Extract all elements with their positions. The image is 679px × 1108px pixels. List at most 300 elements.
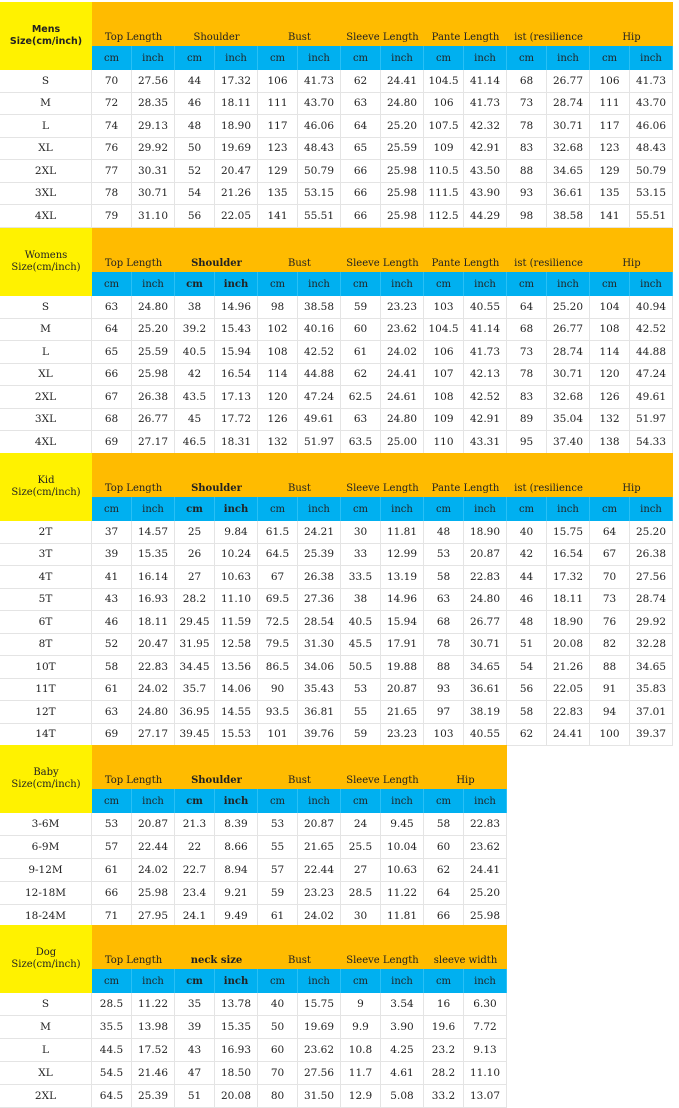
section-label-line: Size(cm/inch) [11, 959, 81, 970]
inch-cell: 27.56 [132, 70, 175, 93]
cm-cell: 65 [341, 138, 381, 161]
unit-header-inch: inch [464, 46, 507, 70]
inch-cell: 10.63 [381, 859, 424, 882]
inch-cell: 34.06 [298, 656, 341, 679]
inch-cell: 16.93 [215, 1039, 258, 1062]
inch-cell: 32.68 [547, 386, 590, 409]
inch-cell: 8.39 [215, 813, 258, 836]
unit-header-inch: inch [298, 789, 341, 813]
cm-cell: 117 [590, 115, 630, 138]
unit-header-inch: inch [298, 969, 341, 993]
unit-header-cm: cm [175, 272, 215, 296]
cm-cell: 70 [258, 1062, 298, 1085]
cm-cell: 106 [424, 341, 464, 364]
cm-cell: 43.5 [175, 386, 215, 409]
cm-cell: 23.4 [175, 882, 215, 905]
inch-cell: 15.35 [215, 1016, 258, 1039]
inch-cell: 23.62 [464, 836, 507, 859]
cm-cell: 72 [92, 93, 132, 116]
inch-cell: 26.38 [298, 566, 341, 589]
unit-header-inch: inch [630, 272, 673, 296]
unit-header-cm: cm [507, 46, 547, 70]
inch-cell: 13.98 [132, 1016, 175, 1039]
cm-cell: 64.5 [258, 544, 298, 567]
cm-cell: 86.5 [258, 656, 298, 679]
inch-cell: 24.61 [381, 386, 424, 409]
inch-cell: 24.80 [132, 701, 175, 724]
inch-cell: 43.90 [464, 183, 507, 206]
cm-cell: 66 [341, 160, 381, 183]
section-label [0, 453, 92, 521]
inch-cell: 25.20 [132, 319, 175, 342]
inch-cell: 5.08 [381, 1085, 424, 1108]
cm-cell: 101 [258, 724, 298, 747]
inch-cell: 20.87 [298, 813, 341, 836]
unit-header-cm: cm [424, 46, 464, 70]
column-header: neck size [175, 925, 258, 969]
cm-cell: 29.45 [175, 611, 215, 634]
cm-cell: 64.5 [92, 1085, 132, 1108]
column-header: Shoulder [175, 228, 258, 272]
inch-cell: 12.58 [215, 634, 258, 657]
cm-cell: 60 [341, 319, 381, 342]
inch-cell: 53.15 [630, 183, 673, 206]
cm-cell: 106 [590, 70, 630, 93]
inch-cell: 39.76 [298, 724, 341, 747]
cm-cell: 106 [258, 70, 298, 93]
cm-cell: 62 [341, 70, 381, 93]
cm-cell: 35.5 [92, 1016, 132, 1039]
inch-cell: 24.80 [381, 93, 424, 116]
inch-cell: 31.30 [298, 634, 341, 657]
unit-header-cm: cm [92, 497, 132, 521]
cm-cell: 109 [424, 409, 464, 432]
column-header: Sleeve Length [341, 745, 424, 789]
inch-cell: 3.54 [381, 993, 424, 1016]
cm-cell: 117 [258, 115, 298, 138]
inch-cell: 36.61 [547, 183, 590, 206]
cm-cell: 68 [507, 319, 547, 342]
cm-cell: 110 [424, 431, 464, 454]
column-header: ist (resilience [507, 2, 590, 46]
inch-cell: 14.57 [132, 521, 175, 544]
cm-cell: 19.6 [424, 1016, 464, 1039]
cm-cell: 65 [92, 341, 132, 364]
cm-cell: 39.45 [175, 724, 215, 747]
cm-cell: 63 [424, 589, 464, 612]
inch-cell: 15.35 [132, 544, 175, 567]
column-header: Bust [258, 2, 341, 46]
inch-cell: 27.36 [298, 589, 341, 612]
cm-cell: 104.5 [424, 70, 464, 93]
unit-header-inch: inch [630, 46, 673, 70]
inch-cell: 27.17 [132, 724, 175, 747]
cm-cell: 66 [424, 905, 464, 928]
cm-cell: 109 [424, 138, 464, 161]
cm-cell: 80 [258, 1085, 298, 1108]
cm-cell: 94 [590, 701, 630, 724]
inch-cell: 22.83 [547, 701, 590, 724]
cm-cell: 79.5 [258, 634, 298, 657]
unit-header-inch: inch [464, 789, 507, 813]
cm-cell: 78 [507, 364, 547, 387]
cm-cell: 107.5 [424, 115, 464, 138]
inch-cell: 46.06 [298, 115, 341, 138]
cm-cell: 39.2 [175, 319, 215, 342]
inch-cell: 36.81 [298, 701, 341, 724]
cm-cell: 126 [590, 386, 630, 409]
cm-cell: 26 [175, 544, 215, 567]
inch-cell: 13.56 [215, 656, 258, 679]
unit-header-inch: inch [215, 789, 258, 813]
inch-cell: 24.41 [381, 70, 424, 93]
inch-cell: 24.02 [132, 859, 175, 882]
inch-cell: 19.69 [298, 1016, 341, 1039]
section-label-line: Size(cm/inch) [11, 262, 81, 273]
unit-header-inch: inch [547, 497, 590, 521]
size-cell: 18-24M [0, 905, 92, 928]
cm-cell: 48 [507, 611, 547, 634]
inch-cell: 18.90 [547, 611, 590, 634]
cm-cell: 64 [507, 296, 547, 319]
cm-cell: 129 [258, 160, 298, 183]
unit-header-cm: cm [175, 969, 215, 993]
size-cell: 5T [0, 589, 92, 612]
cm-cell: 114 [590, 341, 630, 364]
cm-cell: 106 [424, 93, 464, 116]
inch-cell: 35.83 [630, 679, 673, 702]
inch-cell: 23.23 [381, 296, 424, 319]
inch-cell: 12.99 [381, 544, 424, 567]
unit-header-cm: cm [341, 789, 381, 813]
inch-cell: 28.54 [298, 611, 341, 634]
cm-cell: 56 [507, 679, 547, 702]
column-header: Hip [590, 453, 673, 497]
inch-cell: 40.16 [298, 319, 341, 342]
size-cell: 3T [0, 544, 92, 567]
inch-cell: 40.55 [464, 724, 507, 747]
cm-cell: 40 [258, 993, 298, 1016]
inch-cell: 34.65 [630, 656, 673, 679]
cm-cell: 53 [424, 544, 464, 567]
inch-cell: 42.91 [464, 409, 507, 432]
cm-cell: 28.5 [92, 993, 132, 1016]
inch-cell: 25.98 [381, 205, 424, 228]
column-header: Shoulder [175, 453, 258, 497]
column-header: Pante Length [424, 228, 507, 272]
cm-cell: 93 [424, 679, 464, 702]
inch-cell: 13.78 [215, 993, 258, 1016]
size-cell: 10T [0, 656, 92, 679]
size-cell: 8T [0, 634, 92, 657]
cm-cell: 57 [258, 859, 298, 882]
inch-cell: 39.37 [630, 724, 673, 747]
cm-cell: 132 [590, 409, 630, 432]
cm-cell: 44 [507, 566, 547, 589]
inch-cell: 23.62 [381, 319, 424, 342]
cm-cell: 33.2 [424, 1085, 464, 1108]
unit-header-cm: cm [92, 46, 132, 70]
inch-cell: 18.11 [215, 93, 258, 116]
cm-cell: 70 [590, 566, 630, 589]
cm-cell: 82 [590, 634, 630, 657]
cm-cell: 54.5 [92, 1062, 132, 1085]
cm-cell: 69.5 [258, 589, 298, 612]
cm-cell: 98 [507, 205, 547, 228]
column-header: sleeve width [424, 925, 507, 969]
inch-cell: 25.20 [630, 521, 673, 544]
cm-cell: 31.95 [175, 634, 215, 657]
inch-cell: 20.87 [381, 679, 424, 702]
cm-cell: 74 [92, 115, 132, 138]
inch-cell: 25.98 [132, 364, 175, 387]
size-cell: 3-6M [0, 813, 92, 836]
inch-cell: 18.50 [215, 1062, 258, 1085]
cm-cell: 45 [175, 409, 215, 432]
inch-cell: 11.10 [215, 589, 258, 612]
inch-cell: 17.72 [215, 409, 258, 432]
unit-header-inch: inch [381, 497, 424, 521]
cm-cell: 41 [92, 566, 132, 589]
size-cell: 3XL [0, 409, 92, 432]
cm-cell: 95 [507, 431, 547, 454]
inch-cell: 18.90 [215, 115, 258, 138]
cm-cell: 50 [175, 138, 215, 161]
inch-cell: 48.43 [630, 138, 673, 161]
inch-cell: 24.41 [381, 364, 424, 387]
inch-cell: 25.59 [381, 138, 424, 161]
size-cell: 9-12M [0, 859, 92, 882]
cm-cell: 90 [258, 679, 298, 702]
unit-header-cm: cm [175, 46, 215, 70]
size-cell: 4T [0, 566, 92, 589]
inch-cell: 18.11 [132, 611, 175, 634]
inch-cell: 24.02 [298, 905, 341, 928]
inch-cell: 37.40 [547, 431, 590, 454]
unit-header-inch: inch [298, 497, 341, 521]
unit-header-cm: cm [175, 497, 215, 521]
cm-cell: 21.3 [175, 813, 215, 836]
inch-cell: 41.73 [464, 341, 507, 364]
cm-cell: 44.5 [92, 1039, 132, 1062]
cm-cell: 58 [92, 656, 132, 679]
cm-cell: 107 [424, 364, 464, 387]
cm-cell: 73 [507, 341, 547, 364]
unit-header-cm: cm [590, 272, 630, 296]
inch-cell: 22.83 [464, 566, 507, 589]
cm-cell: 54 [507, 656, 547, 679]
cm-cell: 67 [590, 544, 630, 567]
cm-cell: 61 [258, 905, 298, 928]
cm-cell: 53 [92, 813, 132, 836]
cm-cell: 103 [424, 296, 464, 319]
column-header: Sleeve Length [341, 453, 424, 497]
inch-cell: 55.51 [630, 205, 673, 228]
inch-cell: 22.05 [215, 205, 258, 228]
inch-cell: 23.62 [298, 1039, 341, 1062]
inch-cell: 51.97 [630, 409, 673, 432]
column-header: Top Length [92, 2, 175, 46]
cm-cell: 22.7 [175, 859, 215, 882]
cm-cell: 62 [424, 859, 464, 882]
cm-cell: 64 [92, 319, 132, 342]
inch-cell: 28.74 [630, 589, 673, 612]
cm-cell: 35 [175, 993, 215, 1016]
inch-cell: 14.55 [215, 701, 258, 724]
unit-header-inch: inch [381, 46, 424, 70]
inch-cell: 15.94 [215, 341, 258, 364]
cm-cell: 36.95 [175, 701, 215, 724]
cm-cell: 47 [175, 1062, 215, 1085]
unit-header-cm: cm [507, 497, 547, 521]
inch-cell: 22.83 [464, 813, 507, 836]
cm-cell: 24.1 [175, 905, 215, 928]
size-cell: 2XL [0, 1085, 92, 1108]
cm-cell: 60 [424, 836, 464, 859]
cm-cell: 46 [92, 611, 132, 634]
column-header: ist (resilience [507, 228, 590, 272]
inch-cell: 22.83 [132, 656, 175, 679]
cm-cell: 43 [175, 1039, 215, 1062]
cm-cell: 110.5 [424, 160, 464, 183]
cm-cell: 104.5 [424, 319, 464, 342]
cm-cell: 64 [590, 521, 630, 544]
cm-cell: 123 [258, 138, 298, 161]
cm-cell: 55 [341, 701, 381, 724]
unit-header-inch: inch [381, 789, 424, 813]
inch-cell: 20.47 [215, 160, 258, 183]
cm-cell: 61 [341, 341, 381, 364]
cm-cell: 73 [507, 93, 547, 116]
cm-cell: 72.5 [258, 611, 298, 634]
inch-cell: 14.96 [381, 589, 424, 612]
inch-cell: 51.97 [298, 431, 341, 454]
unit-header-inch: inch [298, 272, 341, 296]
unit-header-cm: cm [507, 272, 547, 296]
section-label-line: Baby [33, 767, 59, 778]
cm-cell: 70 [92, 70, 132, 93]
cm-cell: 111.5 [424, 183, 464, 206]
unit-header-inch: inch [132, 789, 175, 813]
cm-cell: 45.5 [341, 634, 381, 657]
column-header: Pante Length [424, 453, 507, 497]
inch-cell: 9.84 [215, 521, 258, 544]
cm-cell: 141 [258, 205, 298, 228]
cm-cell: 60 [258, 1039, 298, 1062]
inch-cell: 18.11 [547, 589, 590, 612]
unit-header-cm: cm [424, 272, 464, 296]
column-header: Bust [258, 745, 341, 789]
inch-cell: 20.08 [547, 634, 590, 657]
cm-cell: 59 [258, 882, 298, 905]
unit-header-cm: cm [258, 272, 298, 296]
cm-cell: 33.5 [341, 566, 381, 589]
cm-cell: 66 [341, 205, 381, 228]
cm-cell: 38 [341, 589, 381, 612]
cm-cell: 68 [92, 409, 132, 432]
inch-cell: 11.22 [132, 993, 175, 1016]
inch-cell: 9.45 [381, 813, 424, 836]
inch-cell: 4.61 [381, 1062, 424, 1085]
inch-cell: 35.04 [547, 409, 590, 432]
size-cell: S [0, 296, 92, 319]
cm-cell: 55 [258, 836, 298, 859]
inch-cell: 26.77 [547, 70, 590, 93]
inch-cell: 24.80 [381, 409, 424, 432]
cm-cell: 52 [175, 160, 215, 183]
cm-cell: 78 [92, 183, 132, 206]
inch-cell: 54.33 [630, 431, 673, 454]
cm-cell: 51 [175, 1085, 215, 1108]
cm-cell: 63 [92, 296, 132, 319]
cm-cell: 58 [424, 566, 464, 589]
inch-cell: 42.52 [298, 341, 341, 364]
cm-cell: 108 [424, 386, 464, 409]
cm-cell: 12.9 [341, 1085, 381, 1108]
cm-cell: 66 [92, 364, 132, 387]
inch-cell: 44.88 [298, 364, 341, 387]
cm-cell: 44 [175, 70, 215, 93]
inch-cell: 44.88 [630, 341, 673, 364]
inch-cell: 16.54 [547, 544, 590, 567]
cm-cell: 108 [590, 319, 630, 342]
cm-cell: 40 [507, 521, 547, 544]
inch-cell: 20.87 [132, 813, 175, 836]
inch-cell: 31.50 [298, 1085, 341, 1108]
size-cell: M [0, 93, 92, 116]
cm-cell: 123 [590, 138, 630, 161]
column-header: Pante Length [424, 2, 507, 46]
inch-cell: 8.66 [215, 836, 258, 859]
inch-cell: 27.56 [630, 566, 673, 589]
unit-header-cm: cm [590, 497, 630, 521]
section-label [0, 745, 92, 813]
inch-cell: 25.98 [381, 160, 424, 183]
cm-cell: 112.5 [424, 205, 464, 228]
inch-cell: 41.73 [630, 70, 673, 93]
section-label [0, 2, 92, 70]
cm-cell: 10.8 [341, 1039, 381, 1062]
inch-cell: 7.72 [464, 1016, 507, 1039]
inch-cell: 48.43 [298, 138, 341, 161]
inch-cell: 10.04 [381, 836, 424, 859]
inch-cell: 26.77 [547, 319, 590, 342]
cm-cell: 48 [424, 521, 464, 544]
unit-header-cm: cm [92, 789, 132, 813]
inch-cell: 17.13 [215, 386, 258, 409]
inch-cell: 36.61 [464, 679, 507, 702]
size-cell: 6T [0, 611, 92, 634]
inch-cell: 11.10 [464, 1062, 507, 1085]
section-label [0, 925, 92, 993]
cm-cell: 126 [258, 409, 298, 432]
inch-cell: 15.75 [547, 521, 590, 544]
cm-cell: 9.9 [341, 1016, 381, 1039]
cm-cell: 132 [258, 431, 298, 454]
inch-cell: 6.30 [464, 993, 507, 1016]
inch-cell: 25.39 [298, 544, 341, 567]
section-label-line: Mens [31, 24, 61, 35]
size-cell: L [0, 341, 92, 364]
inch-cell: 31.10 [132, 205, 175, 228]
inch-cell: 3.90 [381, 1016, 424, 1039]
inch-cell: 21.46 [132, 1062, 175, 1085]
cm-cell: 58 [424, 813, 464, 836]
inch-cell: 47.24 [630, 364, 673, 387]
inch-cell: 14.06 [215, 679, 258, 702]
inch-cell: 22.44 [132, 836, 175, 859]
inch-cell: 25.98 [381, 183, 424, 206]
